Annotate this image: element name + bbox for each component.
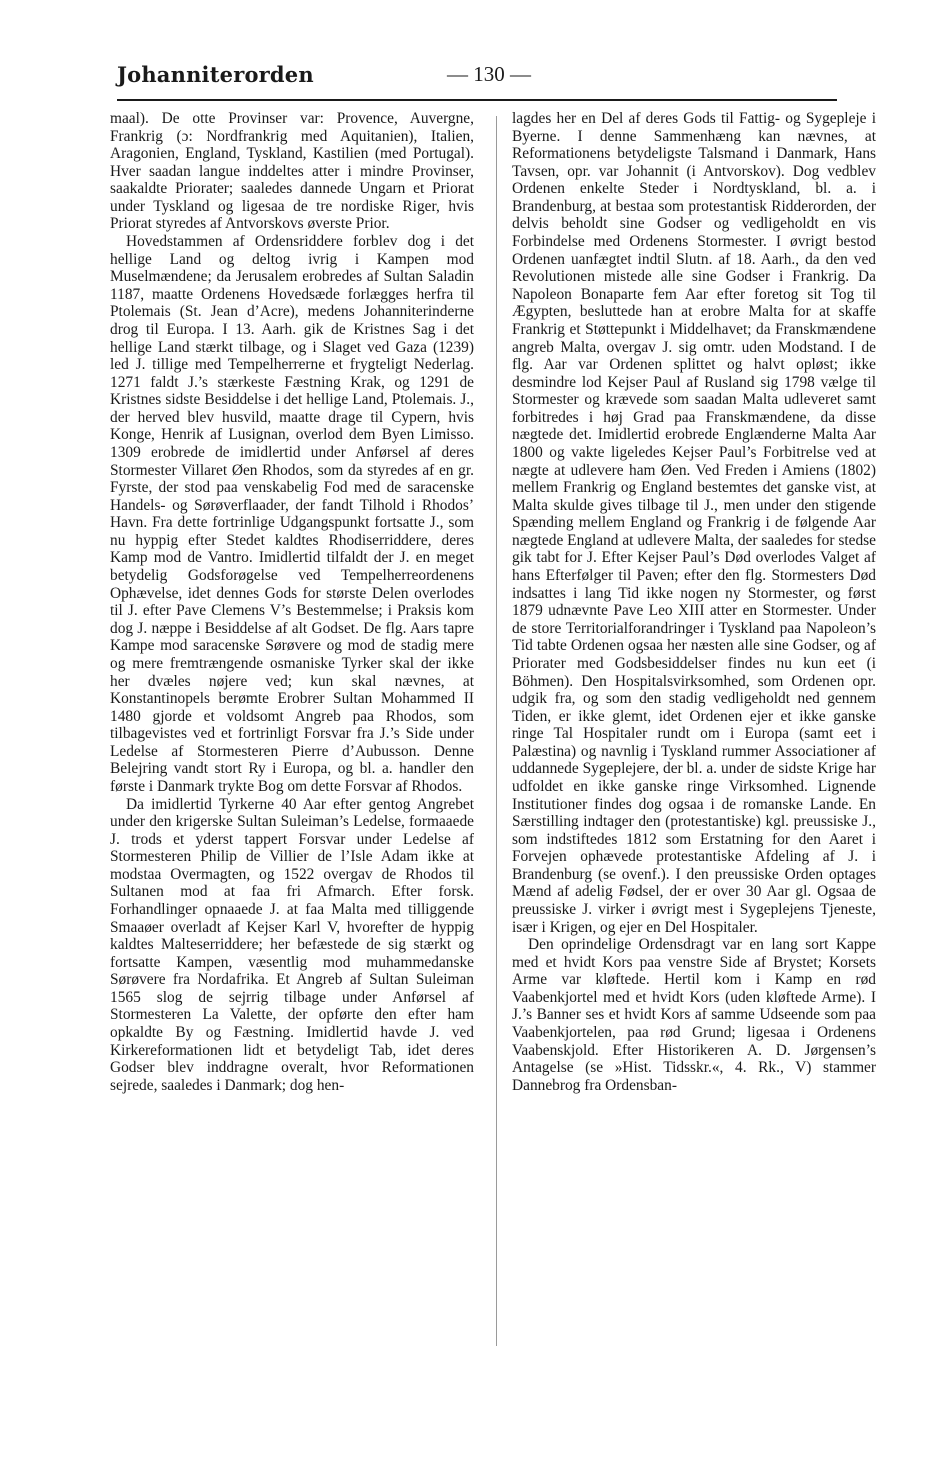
paragraph-1: maal). De otte Provinser var: Provence, Auvergne, Frankrig (ɔ: Nordfrankrig med Aquitanien), Italien, Aragonien, England, Tyskland, Kastilien (med Portugal). Hver saadan langue inddeltes atter i mindre Provinser, saakaldte Priorater; saaledes dannede Ungarn et Priorat under Tyskland og ligesaa de tre nordiske Riger, hvis Priorat styredes af Antvorskovs øverste Prior. (110, 110, 474, 233)
right-column (512, 110, 876, 1094)
running-title: Johanniterorden (117, 62, 314, 87)
paragraph-3: Da imidlertid Tyrkerne 40 Aar efter gentog Angrebet under den krigerske Sultan Suleiman’s Ledelse, formaaede J. trods et yderst tappert Forsvar under Ledelse af Stormesteren Philip de Villier de l’Isle Adam ikke at modstaa Overmagten, og 1522 overgav de Rhodos til Sultanen mod at faa fri Afmarch. Efter forsk. Forhandlinger opnaaede J. at faa Malta med tilliggende Smaaøer overladt af Kejser Karl V, hvorefter de hyppig kaldtes Malteserriddere; her befæstede de sig stærkt og fortsatte Kampen, væsentlig mod muhammedanske Sørøvere fra Nordafrika. Et Angreb af Sultan Suleiman 1565 slog de sejrrig tilbage under Anførsel af Stormesteren La Valette, der opførte den efter ham opkaldte By og Fæstning. Imidlertid havde J. ved Kirkereformationen lidt et betydeligt Tab, idet deres Godser blev inddragne overalt, hvor Reformationen sejrede, saaledes i Danmark; dog hen- (110, 795, 474, 1094)
paragraph-2: Hovedstammen af Ordensriddere forblev dog i det hellige Land og deltog ivrig i Kampen mod Muselmændene; da Jerusalem erobredes af Sultan Saladin 1187, maatte Ordenens Hovedsæde forlægges herfra til Ptolemais (St. Jean d’Acre), medens Johanniterinderne drog til Europa. I 13. Aarh. gik de Kristnes Sag i det hellige Land stærkt tilbage, og i Slaget ved Gaza (1239) led J. tillige med Tempelherrerne et frygteligt Nederlag. 1271 faldt J.’s stærkeste Fæstning Krak, og 1291 de Kristnes sidste Besiddelse i det hellige Land, Ptolemais. J., der herved blev husvild, maatte drage til Cypern, hvis Konge, Henrik af Lusignan, overlod dem Byen Limisso. 1309 erobrede de imidlertid under Anførsel af deres Stormester Villaret Øen Rhodos, som da styredes af en gr. Fyrste, der stod paa venskabelig Fod med de saracenske Handels- og Sørøverflaader, der fandt Tilhold i Rhodos’ Havn. Fra dette fortrinlige Udgangspunkt fortsatte J., som nu hyppig efter Stedet kaldtes Rhodiserriddere, deres Kamp mod de Vantro. Imidlertid tilfaldt der J. en meget betydelig Godsforøgelse ved Tempelherreordenens Ophævelse, idet dennes Gods for største Delen overlodes til J. efter Pave Clemens V’s Bestemmelse; i Praksis kom dog J. næppe i Besiddelse af alt Godset. De flg. Aars tapre Kampe mod saracenske Sørøvere og mod de stadig mere og mere fremtrængende osmaniske Tyrker skal der ikke her dvæles nøjere ved; kun skal nævnes, at Konstantinopels berømte Erobrer Sultan Mohammed II 1480 gjorde et voldsomt Angreb paa Rhodos, som tilbagevistes ved et fortrinligt Forsvar fra J.’s Side under Ledelse af Stormesteren Pierre d’Aubusson. Denne Belejring vandt stort Ry i Europa, og bl. a. handler den første i Danmark trykte Bog om dette Forsvar af Rhodos. (110, 233, 474, 795)
page-header (117, 60, 837, 100)
page-number: — 130 — (447, 62, 531, 86)
left-column (110, 110, 474, 1094)
paragraph-4: lagdes her en Del af deres Gods til Fattig- og Sygepleje i Byerne. I denne Sammenhæng kan nævnes, at Reformationens betydeligste Talsmand i Danmark, Hans Tavsen, opr. var Johannit (i Antvorskov). Dog vedblev Ordenen enkelte Steder i Nordtyskland, bl. a. i Brandenburg, at bestaa som protestantisk Ridderorden, der delvis beholdt sine Godser og vedligeholdt en vis Forbindelse med Ordenens Stormester. I øvrigt bestod Ordenen uanfægtet indtil Slutn. af 18. Aarh., da den ved Revolutionen mistede alle sine Godser i Frankrig. Da Napoleon Bonaparte fem Aar efter foretog sit Tog til Ægypten, besluttede han at erobre Malta for at skaffe Frankrig et Støttepunkt i Middelhavet; da Franskmændene angreb Malta, overgav J. sig omtr. uden Modstand. I de flg. Aar var Ordenen splittet og halvt opløst; ikke desmindre lod Kejser Paul af Rusland sig 1798 vælge til Stormester og krævede som saadan Malta udleveret samt forbitredes i høj Grad paa Franskmændene, da disse nægtede det. Imidlertid erobrede Englænderne Malta Aar 1800 og vakte ligeledes Kejser Paul’s Forbitrelse ved at nægte at udlevere ham Øen. Ved Freden i Amiens (1802) mellem Frankrig og England bestemtes det ganske vist, at Malta skulde gives tilbage til J., men under den stigende Spænding mellem England og Frankrig i de følgende Aar nægtede England at udlevere Malta, der saaledes for stedse gik tabt for J. Efter Kejser Paul’s Død overlodes Valget af hans Efterfølger til Paven; efter den flg. Stormesters Død indsattes i lang Tid ikke nogen ny Stormester, og først 1879 udnævnte Pave Leo XIII atter en Stormester. Under de store Territorialforandringer i Tyskland paa Napoleon’s Tid tabte Ordenen ogsaa her næsten alle sine Godser, og af Priorater med Godsbesiddelser findes nu kun eet (i Böhmen). Den Hospitalsvirksomhed, som Ordenen opr. udgik fra, og som den stadig vedligeholdt ned gennem Tiden, er ikke glemt, idet Ordenen ejer et ikke ganske ringe Tal Hospitaler rundt om i Europa (samt eet i Palæstina) og navnlig i Tyskland rummer Associationer af uddannede Sygeplejere, der bl. a. under de sidste Krige har udfoldet en ikke ganske ringe Virksomhed. Lignende Institutioner findes dog ogsaa i de romanske Lande. En Særstilling indtager den (protestantiske) kgl. preussiske J., som indstiftedes 1812 som Erstatning for den Aaret i Forvejen ophævede protestantiske Afdeling af J. i Brandenburg (se ovenf.). I den preussiske Orden optages Mænd af adelig Fødsel, der er over 30 Aar gl. Ogsaa de preussiske J. virker i øvrigt mest i Sygeplejens Tjeneste, især i Krigen, og ejer en Del Hospitaler. (512, 110, 876, 936)
column-divider (496, 116, 497, 1346)
paragraph-5: Den oprindelige Ordensdragt var en lang sort Kappe med et hvidt Kors paa venstre Side af Brystet; Korsets Arme var kløftede. Hertil kom i Kamp en rød Vaabenkjortel med et hvidt Kors (uden kløftede Arme). I J.’s Banner ses et hvidt Kors af samme Udseende som paa Vaabenkjortelen, paa rød Grund; ligesaa i Ordenens Vaabenskjold. Efter Historikeren A. D. Jørgensen’s Antagelse (se »Hist. Tidsskr.«, 4. Rk., V) stammer Dannebrog fra Ordensban- (512, 936, 876, 1094)
header-rule (117, 99, 837, 101)
